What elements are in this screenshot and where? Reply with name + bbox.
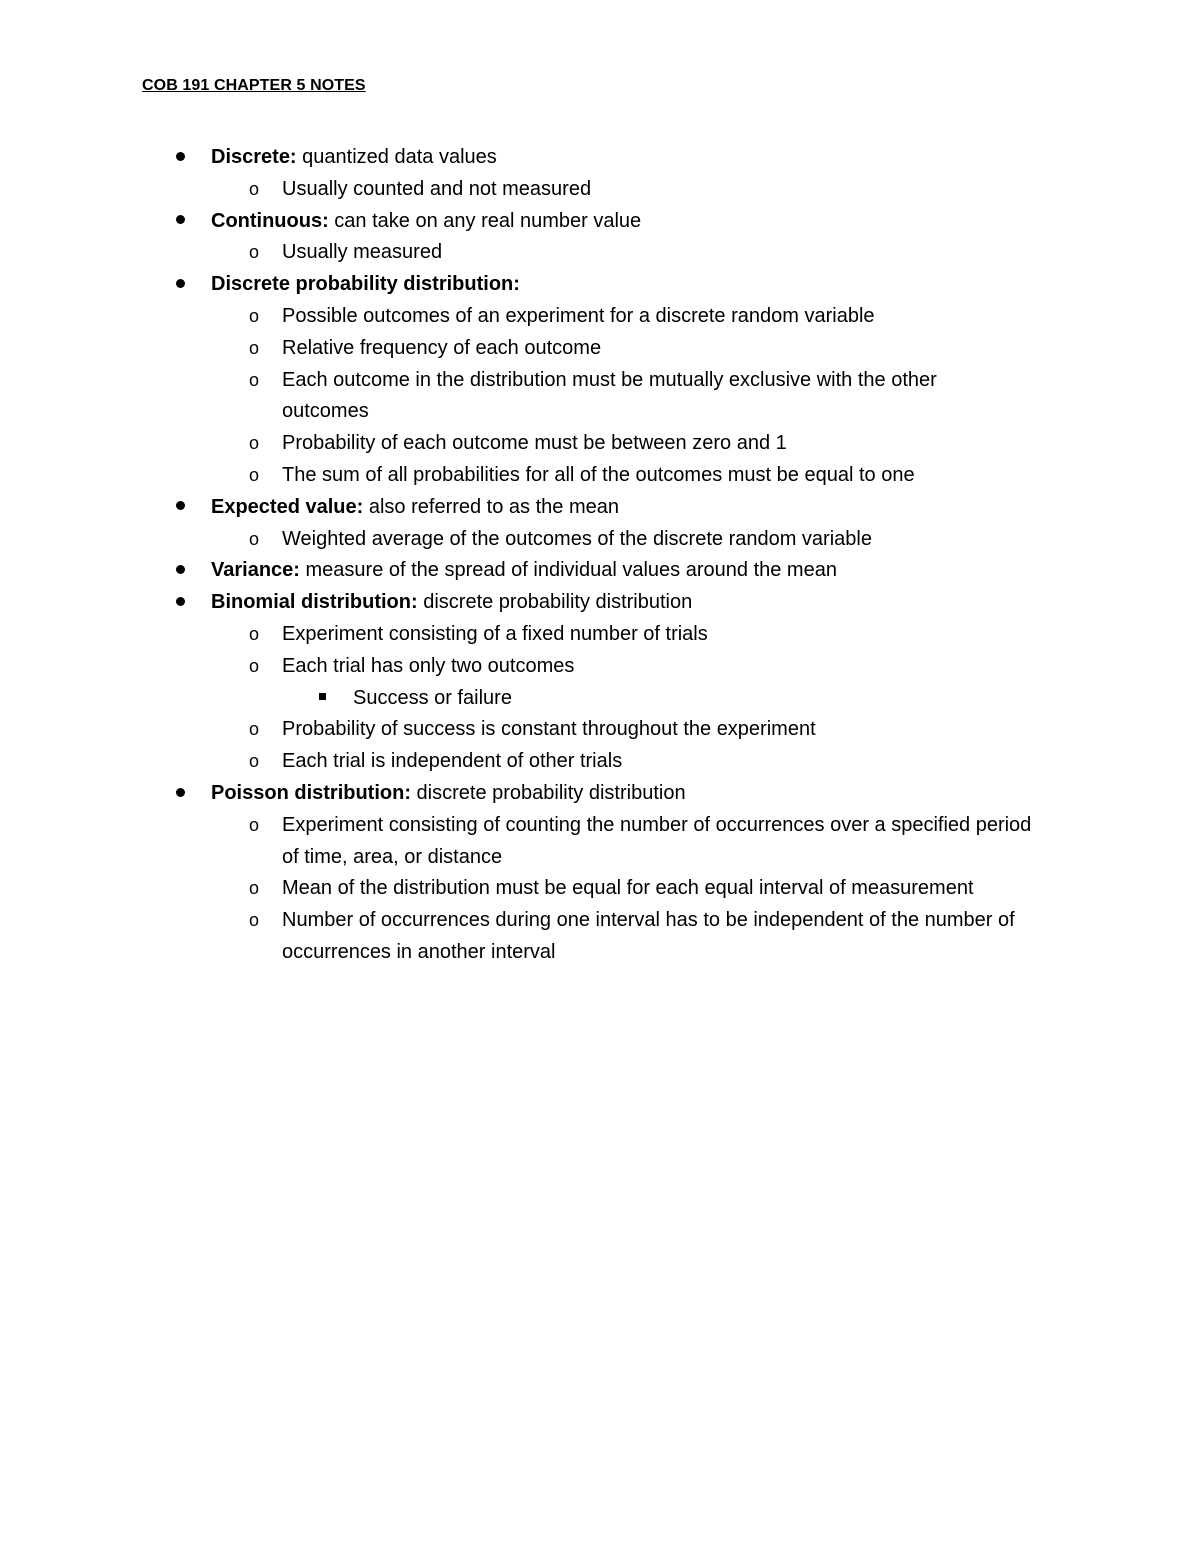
circle-bullet-icon: o (248, 337, 259, 358)
bullet-icon (170, 206, 190, 238)
circle-bullet-icon: o (248, 528, 259, 549)
bullet-icon (170, 492, 190, 524)
circle-bullet-icon: o (248, 814, 259, 835)
term-label: Expected value: (211, 495, 364, 518)
list-item (0, 142, 1200, 174)
list-item (0, 237, 1200, 269)
sub-sub-item-text: Success or failure (353, 686, 512, 709)
sub-item-text: Usually counted and not measured (282, 177, 592, 200)
list-item (0, 683, 1200, 715)
page-title: COB 191 CHAPTER 5 NOTES (142, 77, 366, 94)
list-item (0, 206, 1200, 238)
term-label: Poisson distribution: (211, 781, 411, 804)
sub-item-text: The sum of all probabilities for all of the outcomes must be equal to one (282, 463, 915, 486)
list-item (0, 905, 1200, 969)
circle-bullet-icon: o (248, 719, 259, 740)
sub-item-text: Mean of the distribution must be equal for each equal interval of measurement (282, 877, 974, 900)
square-bullet-icon (312, 683, 332, 715)
circle-bullet-icon: o (248, 878, 259, 899)
circle-bullet-icon: o (248, 369, 259, 390)
list-item (0, 746, 1200, 778)
sub-item-text: Number of occurrences during one interval has to be independent of the number of occurrences in another interval (282, 909, 1015, 963)
list-item (0, 174, 1200, 206)
sub-item-text: Experiment consisting of a fixed number of trials (282, 622, 708, 645)
term-definition: measure of the spread of individual values around the mean (299, 559, 837, 582)
circle-bullet-icon: o (248, 464, 259, 485)
list-item (0, 492, 1200, 524)
circle-bullet-icon: o (248, 305, 259, 326)
term-definition: quantized data values (296, 146, 497, 168)
list-item (0, 555, 1200, 587)
circle-bullet-icon: o (248, 242, 259, 263)
list-item (0, 333, 1200, 365)
list-item (0, 651, 1200, 683)
list-item (0, 524, 1200, 556)
circle-bullet-icon: o (248, 433, 259, 454)
term-definition: discrete probability distribution (411, 781, 686, 804)
list-item (0, 810, 1200, 874)
list-item (0, 365, 1200, 429)
circle-bullet-icon: o (248, 178, 259, 199)
circle-bullet-icon: o (248, 655, 259, 676)
term-definition: can take on any real number value (328, 209, 642, 232)
list-item (0, 619, 1200, 651)
sub-item-text: Each outcome in the distribution must be mutually exclusive with the other outcomes (282, 368, 937, 423)
list-item (0, 301, 1200, 333)
notes-list (0, 142, 1200, 969)
sub-item-text: Usually measured (282, 241, 443, 264)
term-label: Variance: (211, 559, 300, 582)
bullet-icon (170, 269, 190, 301)
term-definition: also referred to as the mean (363, 495, 619, 518)
circle-bullet-icon: o (248, 623, 259, 644)
list-item (0, 778, 1200, 810)
list-item (0, 269, 1200, 301)
term-label: Continuous: (211, 209, 329, 232)
list-item (0, 587, 1200, 619)
sub-item-text: Possible outcomes of an experiment for a discrete random variable (282, 304, 875, 327)
bullet-icon (170, 142, 190, 174)
term-definition: discrete probability distribution (417, 591, 693, 614)
term-label: Discrete probability distribution: (211, 273, 520, 296)
bullet-icon (170, 778, 190, 810)
sub-item-text: Each trial has only two outcomes (282, 654, 575, 677)
sub-item-text: Experiment consisting of counting the number of occurrences over a specified period of time, area, or distance (282, 813, 1032, 868)
term-label: Discrete: (211, 146, 297, 168)
sub-item-text: Each trial is independent of other trials (282, 750, 623, 773)
sub-item-text: Probability of success is constant throughout the experiment (282, 718, 816, 741)
sub-item-text: Relative frequency of each outcome (282, 336, 602, 359)
sub-item-text: Probability of each outcome must be between zero and 1 (282, 432, 787, 455)
sub-item-text: Weighted average of the outcomes of the discrete random variable (282, 527, 872, 550)
bullet-icon (170, 555, 190, 587)
list-item (0, 873, 1200, 905)
bullet-icon (170, 587, 190, 619)
term-label: Binomial distribution: (211, 591, 418, 614)
circle-bullet-icon: o (248, 751, 259, 772)
circle-bullet-icon: o (248, 910, 259, 931)
list-item (0, 428, 1200, 460)
list-item (0, 714, 1200, 746)
list-item (0, 460, 1200, 492)
